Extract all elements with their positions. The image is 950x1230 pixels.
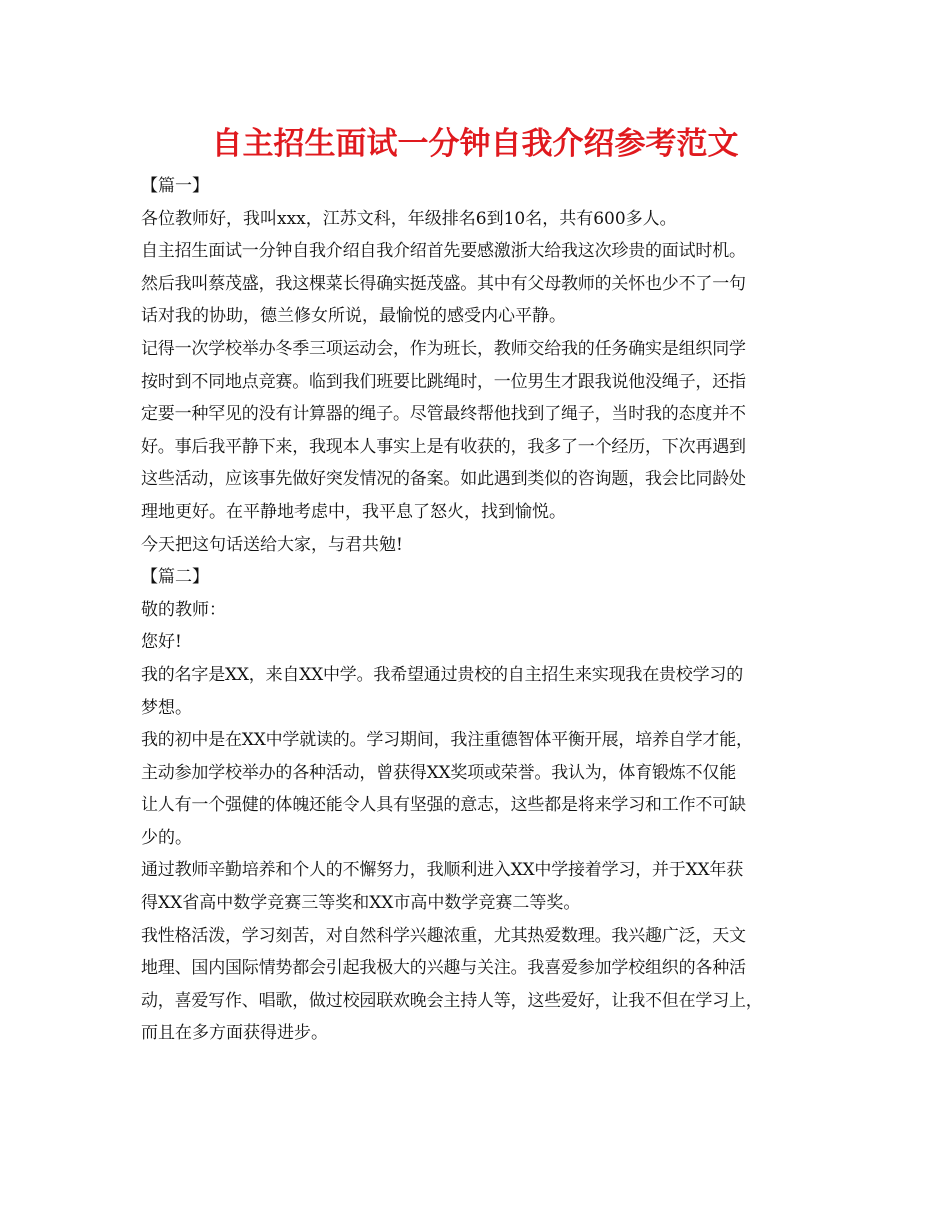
- text-line: 而且在多方面获得进步。: [141, 1023, 328, 1044]
- text-line: 敬的教师：: [141, 599, 226, 620]
- text-line: 您好!: [141, 632, 182, 653]
- document-body: [141, 170, 821, 1050]
- text-line: 自主招生面试一分钟自我介绍自我介绍首先要感激浙大给我这次珍贵的面试时机。: [141, 241, 746, 262]
- text-line: 动，喜爱写作、唱歌，做过校园联欢晚会主持人等，这些爱好，让我不但在学习上，: [141, 990, 763, 1011]
- text-line: 按时到不同地点竞赛。临到我们班要比跳绳时，一位男生才跟我说他没绳子，还指: [141, 371, 746, 392]
- text-line: 少的。: [141, 827, 192, 848]
- text-line: 主动参加学校举办的各种活动，曾获得XX奖项或荣誉。我认为，体育锻炼不仅能: [141, 762, 737, 783]
- text-line: 今天把这句话送给大家，与君共勉!: [141, 534, 403, 555]
- text-line: 我的初中是在XX中学就读的。学习期间，我注重德智体平衡开展，培养自学才能，: [141, 730, 753, 751]
- text-line: 让人有一个强健的体魄还能令人具有坚强的意志，这些都是将来学习和工作不可缺: [141, 795, 746, 816]
- text-line: 理地更好。在平静地考虑中，我平息了怒火，找到愉悦。: [141, 501, 566, 522]
- text-line: 我性格活泼，学习刻苦，对自然科学兴趣浓重，尤其热爱数理。我兴趣广泛，天文: [141, 925, 746, 946]
- section-heading-1: 【篇一】: [141, 176, 209, 196]
- text-line: 各位教师好，我叫xxx，江苏文科，年级排名6到10名，共有600多人。: [141, 208, 677, 229]
- text-line: 这些活动，应该事先做好突发情况的备案。如此遇到类似的咨询题，我会比同龄处: [141, 469, 746, 490]
- text-line: 定要一种罕见的没有计算器的绳子。尽管最终帮他找到了绳子，当时我的态度并不: [141, 404, 746, 425]
- text-line: 话对我的协助，德兰修女所说，最愉悦的感受内心平静。: [141, 306, 566, 327]
- section-heading-2: 【篇二】: [141, 567, 209, 588]
- text-line: 记得一次学校举办冬季三项运动会，作为班长，教师交给我的任务确实是组织同学: [141, 338, 746, 359]
- document-title: 自主招生面试一分钟自我介绍参考范文: [211, 126, 739, 162]
- text-line: 梦想。: [141, 697, 192, 718]
- text-line: 通过教师辛勤培养和个人的不懈努力，我顺利进入XX中学接着学习，并于XX年获: [141, 860, 744, 881]
- text-line: 好。事后我平静下来，我现本人事实上是有收获的，我多了一个经历，下次再遇到: [141, 436, 746, 457]
- text-line: 我的名字是XX，来自XX中学。我希望通过贵校的自主招生来实现我在贵校学习的: [141, 664, 744, 685]
- text-line: 地理、国内国际情势都会引起我极大的兴趣与关注。我喜爱参加学校组织的各种活: [141, 958, 746, 979]
- text-line: 然后我叫蔡茂盛，我这棵菜长得确实挺茂盛。其中有父母教师的关怀也少不了一句: [141, 273, 746, 294]
- text-line: 得XX省高中数学竞赛三等奖和XX市高中数学竞赛二等奖。: [141, 893, 581, 914]
